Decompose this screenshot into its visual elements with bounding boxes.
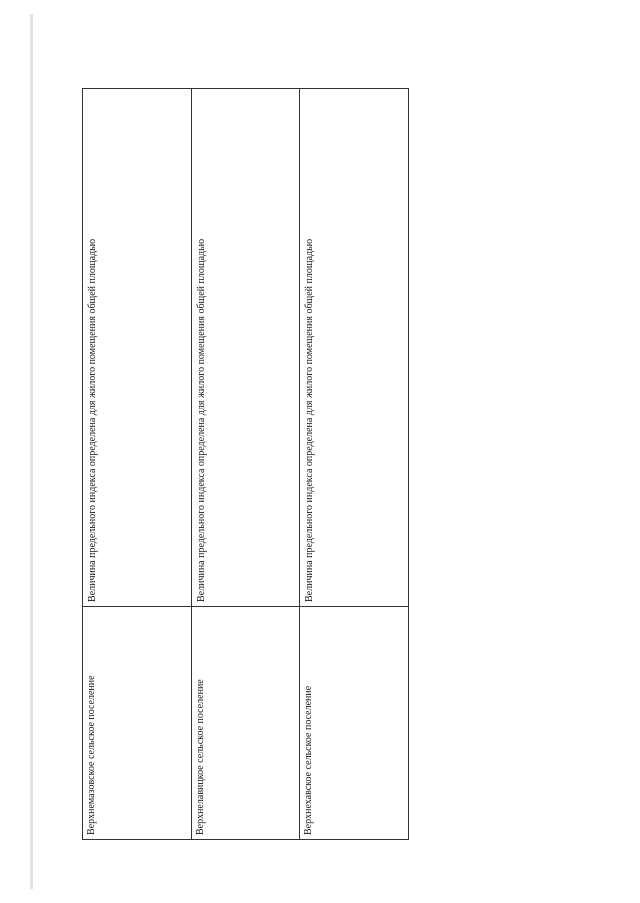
scan-edge xyxy=(30,14,33,889)
settlement-name: Верхнехавское сельское поселение xyxy=(300,607,409,840)
table-row xyxy=(300,89,409,840)
table-row xyxy=(191,89,300,840)
rotated-table-block xyxy=(82,88,409,840)
settlement-description: Величина предельного индекса определена для жилого помещения общей площадью xyxy=(191,89,300,607)
table-row xyxy=(83,89,192,840)
settlement-description: Величина предельного индекса определена для жилого помещения общей площадью xyxy=(300,89,409,607)
settlement-name: Верхнемазовское сельское поселение xyxy=(83,607,192,840)
settlement-table xyxy=(82,88,409,840)
settlement-description: Величина предельного индекса определена для жилого помещения общей площадью xyxy=(83,89,192,607)
settlement-name: Верхнелавицкое сельское поселение xyxy=(191,607,300,840)
